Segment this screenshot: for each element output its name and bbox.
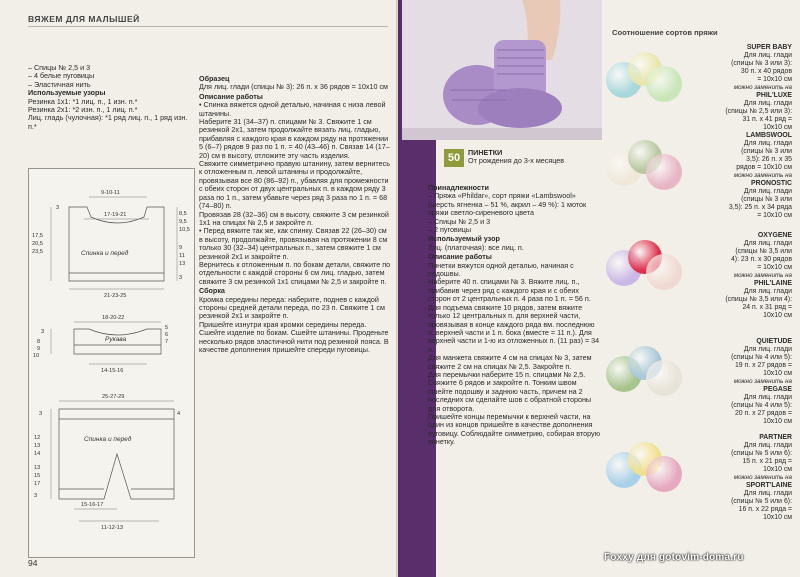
dim-label: 23,5 bbox=[32, 249, 43, 255]
yarn-entry bbox=[606, 132, 794, 230]
yarn-ball bbox=[646, 154, 682, 190]
yarn-spec-line: 31 п. х 41 ряд = bbox=[742, 116, 792, 123]
instruction-paragraph: Сшейте изделие по бокам. Сшейте штанины. Проденьте несколько рядов эластичной нити под резинкой пояса. В качестве дополнения пришейте спереди пуговицы. bbox=[199, 328, 389, 354]
yarn-spec-line: Для лиц. глади bbox=[743, 140, 792, 147]
yarn-ball bbox=[646, 254, 682, 290]
yarn-entry bbox=[606, 338, 794, 436]
project-number-badge: 50 bbox=[444, 149, 464, 167]
dim-label: 14-15-16 bbox=[101, 368, 124, 374]
booties-illustration bbox=[402, 0, 602, 140]
project-title-block bbox=[468, 149, 564, 166]
dim-label: 9 bbox=[37, 346, 41, 352]
replace-note: можно заменить на bbox=[733, 474, 792, 481]
yarn-entry bbox=[606, 434, 794, 532]
instruction-paragraph: – Спицы № 2,5 и 3 bbox=[428, 216, 491, 226]
dim-label: 11-12-13 bbox=[101, 525, 123, 531]
yarn-ball bbox=[646, 456, 682, 492]
yarn-spec bbox=[684, 338, 792, 426]
replace-note: можно заменить на bbox=[733, 84, 792, 91]
instruction-paragraph: Пришейте концы перемычки к верхней части, на один из концов пришейте в качестве дополнения пуговицу. Соблюдайте симметрию, собирая вторую пинетку. bbox=[428, 411, 600, 447]
instructions-column bbox=[199, 74, 391, 354]
pattern-item: Лиц. гладь (чулочная): *1 ряд лиц. п., 1 ряд изн. п.* bbox=[28, 113, 188, 131]
yarn-name: LAMBSWOOL bbox=[746, 132, 792, 139]
yarn-spec-line: = 10х10 см bbox=[757, 264, 792, 271]
dim-label: 13 bbox=[34, 465, 41, 471]
project-subtitle: От рождения до 3-х месяцев bbox=[468, 156, 565, 166]
section-heading: Принадлежности bbox=[428, 183, 489, 192]
yarn-spec-line: (спицы № 3,5 или 4): bbox=[725, 296, 792, 303]
yarn-spec-line: 4): 23 п. х 30 рядов bbox=[730, 256, 792, 263]
dim-label: 3 bbox=[56, 205, 60, 211]
dim-label: 13 bbox=[179, 261, 186, 267]
dim-label: 25-27-29 bbox=[102, 394, 125, 400]
section-heading: Описание работы bbox=[199, 91, 263, 101]
instruction-paragraph: Для перемычки наберите 15 п. спицами № 2,5. Свяжите 6 рядов и закройте п. Тонким швом сшейте подошву и заднюю часть, причем на 2 последних см сделайте шов с обратной стороны для отворота. bbox=[428, 369, 592, 413]
yarn-name: PRONOSTIC bbox=[751, 180, 792, 187]
yarn-name: PEGASE bbox=[763, 386, 792, 393]
dim-label: 8,5 bbox=[179, 211, 187, 217]
booties-photo bbox=[402, 0, 602, 140]
yarn-name: PARTNER bbox=[759, 434, 792, 441]
yarn-name: PHIL'LUXE bbox=[756, 92, 792, 99]
dim-label: 13 bbox=[34, 443, 41, 449]
yarn-spec-line: 15 п. х 21 ряд = bbox=[742, 458, 792, 465]
yarn-spec-line: Для лиц. глади bbox=[743, 346, 792, 353]
dim-label: 12 bbox=[34, 435, 41, 441]
instruction-paragraph: Для лиц. глади (спицы № 3): 26 п. х 36 рядов = 10х10 см bbox=[199, 82, 388, 92]
yarn-spec-line: 10х10 см bbox=[763, 124, 792, 131]
knitting-schema bbox=[28, 168, 195, 558]
material-item: – Спицы № 2,5 и 3 bbox=[28, 63, 91, 72]
yarn-spec bbox=[684, 44, 792, 132]
dim-label: 17 bbox=[34, 481, 41, 487]
watermark: Foxxy для gotovim-doma.ru bbox=[604, 552, 744, 563]
yarn-ball bbox=[646, 66, 682, 102]
yarn-spec-line: = 10х10 см bbox=[757, 212, 792, 219]
yarn-spec-line: 10х10 см bbox=[763, 514, 792, 521]
dim-label: 9-10-11 bbox=[101, 190, 120, 196]
yarn-name: PHIL'LAINE bbox=[753, 280, 792, 287]
yarn-spec bbox=[684, 434, 792, 522]
section-heading: Образец bbox=[199, 74, 230, 83]
section-heading: Сборка bbox=[199, 286, 225, 296]
dim-label: 10,5 bbox=[179, 227, 190, 233]
project-body bbox=[428, 183, 600, 447]
instruction-paragraph: • Перед вяжите так же, как спинку. Связав 22 (26–30) см в высоту, продолжайте, провязывая на протяжении 8 см только 30 (32–34) центральных п., затем свяжите 1 см резинкой 2х1 и закройте п. bbox=[199, 226, 388, 261]
section-heading: Используемый узор bbox=[428, 234, 500, 244]
page-number: 94 bbox=[28, 558, 38, 568]
materials-block bbox=[28, 64, 193, 131]
yarn-spec-line: (спицы № 2,5 или 3): bbox=[725, 108, 792, 115]
yarn-spec-line: 19 п. х 27 рядов = bbox=[734, 362, 792, 369]
yarn-entry bbox=[606, 44, 794, 142]
dim-label: 15-16-17 bbox=[81, 502, 104, 508]
yarn-spec-line: (спицы № 5 или 6): bbox=[731, 498, 792, 505]
yarn-spec-line: 30 п. х 40 рядов bbox=[740, 68, 792, 75]
instruction-paragraph: Кромка середины переда: наберите, поднев с каждой стороны средней детали переда, по 23 п. Свяжите 1 см резинкой 2х1 и закройте п. bbox=[199, 294, 385, 321]
pattern-item: Резинка 1х1: *1 лиц. п., 1 изн. п.* bbox=[28, 96, 138, 106]
dim-label: 11 bbox=[179, 253, 185, 259]
instruction-paragraph: Пришейте изнутри края кромки середины переда. bbox=[199, 319, 367, 329]
yarn-name: SPORT'LAINE bbox=[745, 482, 792, 489]
instruction-paragraph: Лиц. (платочная): все лиц. п. bbox=[428, 242, 524, 252]
instruction-paragraph: – Пряжа «Phildar», сорт пряжи «Lambswool» (шерсть ягненка – 51 %, акрил – 49 %): 1 моток пряжи светло-сиреневого цвета bbox=[428, 191, 587, 218]
replace-note: можно заменить на bbox=[733, 172, 792, 179]
yarn-spec-line: 10х10 см bbox=[763, 312, 792, 319]
yarn-spec bbox=[684, 132, 792, 220]
dim-label: 9 bbox=[179, 245, 183, 251]
yarn-spec-line: Для лиц. глади bbox=[743, 490, 792, 497]
dim-label: 17,5 bbox=[32, 233, 43, 239]
dim-label: 6 bbox=[165, 332, 169, 338]
yarn-spec-line: 20 п. х 27 рядов = bbox=[734, 410, 792, 417]
yarn-spec-line: Для лиц. глади bbox=[743, 240, 792, 247]
dim-label: 3 bbox=[179, 275, 183, 281]
yarn-spec-line: 10х10 см bbox=[763, 418, 792, 425]
header-rule bbox=[28, 26, 388, 27]
yarn-spec-line: Для лиц. глади bbox=[743, 52, 792, 59]
instruction-paragraph: – 2 пуговицы bbox=[428, 225, 472, 235]
dim-label: 7 bbox=[165, 339, 169, 345]
pattern-item: Резинка 2х1: *2 изн. п., 1 лиц. п.* bbox=[28, 105, 138, 115]
dim-label: 17-19-21 bbox=[104, 212, 127, 218]
dim-label: 20,5 bbox=[32, 241, 43, 247]
instruction-paragraph: Для подъема свяжите 10 рядов, затем вяжите только 12 центральных п. для верхней части, провязывая в конце каждого ряда вм. последнюю п. верхней части и 1 п. бока (вместе = 11 п.). Для верхней части и 1-ю из отложенных п. (11 раз) = 34 п. bbox=[428, 302, 600, 354]
yarn-spec-line: 10х10 см bbox=[763, 370, 792, 377]
pants-piece-label: Спинка и перед bbox=[84, 436, 132, 443]
yarn-ball bbox=[646, 360, 682, 396]
patterns-heading: Используемые узоры bbox=[28, 88, 106, 98]
dim-label: 3 bbox=[34, 493, 38, 499]
yarn-spec-line: 24 п. х 31 ряд = bbox=[742, 304, 792, 311]
replace-note: можно заменить на bbox=[733, 272, 792, 279]
yarn-spec-line: (спицы № 3,5 или bbox=[735, 248, 792, 255]
yarn-spec-line: (спицы № 3 или bbox=[741, 196, 792, 203]
instruction-paragraph: Для манжета свяжите 4 см на спицах № 3, затем свяжите 2 см на спицах № 2,5. Закройте п. bbox=[428, 353, 592, 371]
project-title: ПИНЕТКИ bbox=[468, 148, 503, 157]
yarn-spec-line: (спицы № 5 или 6): bbox=[731, 450, 792, 457]
front-piece-label: Спинка и перед bbox=[81, 250, 129, 257]
yarn-spec-line: (спицы № 3 или bbox=[741, 148, 792, 155]
instruction-paragraph: • Спинка вяжется одной деталью, начиная с низа левой штанины. bbox=[199, 100, 386, 118]
material-item: – 4 белые пуговицы bbox=[28, 71, 95, 81]
yarn-spec bbox=[684, 232, 792, 320]
yarn-spec-line: (спицы № 4 или 5): bbox=[731, 402, 792, 409]
sleeve-label: Рукава bbox=[105, 336, 127, 343]
instruction-paragraph: Наберите 40 п. спицами № 3. Вяжите лиц. п., прибавив через ряд с каждого края и с обеих сторон от 2 центральных п. 4 раза по 1 п. = 56 п. bbox=[428, 277, 591, 304]
schema-drawing bbox=[29, 169, 194, 557]
dim-label: 4 bbox=[177, 411, 181, 417]
instruction-paragraph: Провязав 28 (32–36) см в высоту, свяжите 3 см резинкой 1х1 на спицах № 2,5 и закройте п. bbox=[199, 209, 389, 227]
yarn-spec-line: Для лиц. глади bbox=[743, 394, 792, 401]
yarn-heading: Соотношение сортов пряжи bbox=[612, 28, 718, 37]
dim-label: 8 bbox=[37, 339, 41, 345]
replace-note: можно заменить на bbox=[733, 378, 792, 385]
dim-label: 14 bbox=[34, 451, 41, 457]
yarn-spec-line: рядов = 10х10 см bbox=[736, 164, 792, 171]
dim-label: 10 bbox=[33, 353, 40, 359]
dim-label: 3 bbox=[41, 329, 45, 335]
dim-label: 21-23-25 bbox=[104, 293, 127, 299]
instruction-paragraph: Наберите 31 (34–37) п. спицами № 3. Свяжите 1 см резинкой 2х1, затем продолжайте вязать лиц. гладью, прибавляя с каждого края в каждом ряду на протяжении 5 (6–7) рядов 9 раз по 1 п. = 40 (43–46) п. Связав 14 (17–20) см в высоту, отложите эту часть изделия. bbox=[199, 117, 390, 160]
yarn-spec-line: 3,5): 26 п. х 35 bbox=[746, 156, 792, 163]
yarn-spec-line: = 10х10 см bbox=[757, 76, 792, 83]
yarn-spec-line: 16 п. х 22 ряда = bbox=[738, 506, 792, 513]
yarn-name: SUPER BABY bbox=[746, 44, 792, 51]
yarn-spec-line: 10х10 см bbox=[763, 466, 792, 473]
yarn-spec-line: Для лиц. глади bbox=[743, 100, 792, 107]
dim-label: 5 bbox=[165, 325, 169, 331]
instruction-paragraph: Свяжите симметрично правую штанину, затем вернитесь к отложенным п. левой штанины и продолжайте, провязывая все 80 (86–92) п., убавляя для промежности с обеих сторон от двух центральных п. в каждом ряду 3 раза по 1 п., затем убавьте через ряд 3 раза по 1 п. = 68 (74–80) п. bbox=[199, 159, 390, 211]
page-header: ВЯЖЕМ ДЛЯ МАЛЫШЕЙ bbox=[28, 14, 140, 24]
yarn-spec-line: (спицы № 4 или 5): bbox=[731, 354, 792, 361]
yarn-name: QUIETUDE bbox=[756, 338, 792, 345]
dim-label: 3 bbox=[39, 411, 43, 417]
dim-label: 9,5 bbox=[179, 219, 187, 225]
yarn-entry bbox=[606, 232, 794, 330]
yarn-spec-line: Для лиц. глади bbox=[743, 288, 792, 295]
instruction-paragraph: Пинетки вяжутся одной деталью, начиная с подошвы. bbox=[428, 260, 574, 279]
yarn-spec-line: 3,5): 25 п. х 34 ряда bbox=[728, 204, 792, 211]
yarn-name: OXYGENE bbox=[757, 232, 792, 239]
dim-label: 18-20-22 bbox=[102, 315, 125, 321]
left-page bbox=[0, 0, 398, 577]
dim-label: 15 bbox=[34, 473, 41, 479]
instruction-paragraph: Вернитесь к отложенным п. по бокам детали, свяжите по отдельности с каждой стороны 6 см лиц. гладью, затем свяжите 3 см резинкой 1х1 спицами № 2,5 и закройте п. bbox=[199, 259, 391, 286]
yarn-spec-line: Для лиц. глади bbox=[743, 188, 792, 195]
yarn-spec-line: (спицы № 3 или 3): bbox=[731, 60, 792, 67]
material-item: – Эластичная нить bbox=[28, 79, 91, 89]
section-heading: Описание работы bbox=[428, 252, 492, 262]
yarn-spec-line: Для лиц. глади bbox=[743, 442, 792, 449]
